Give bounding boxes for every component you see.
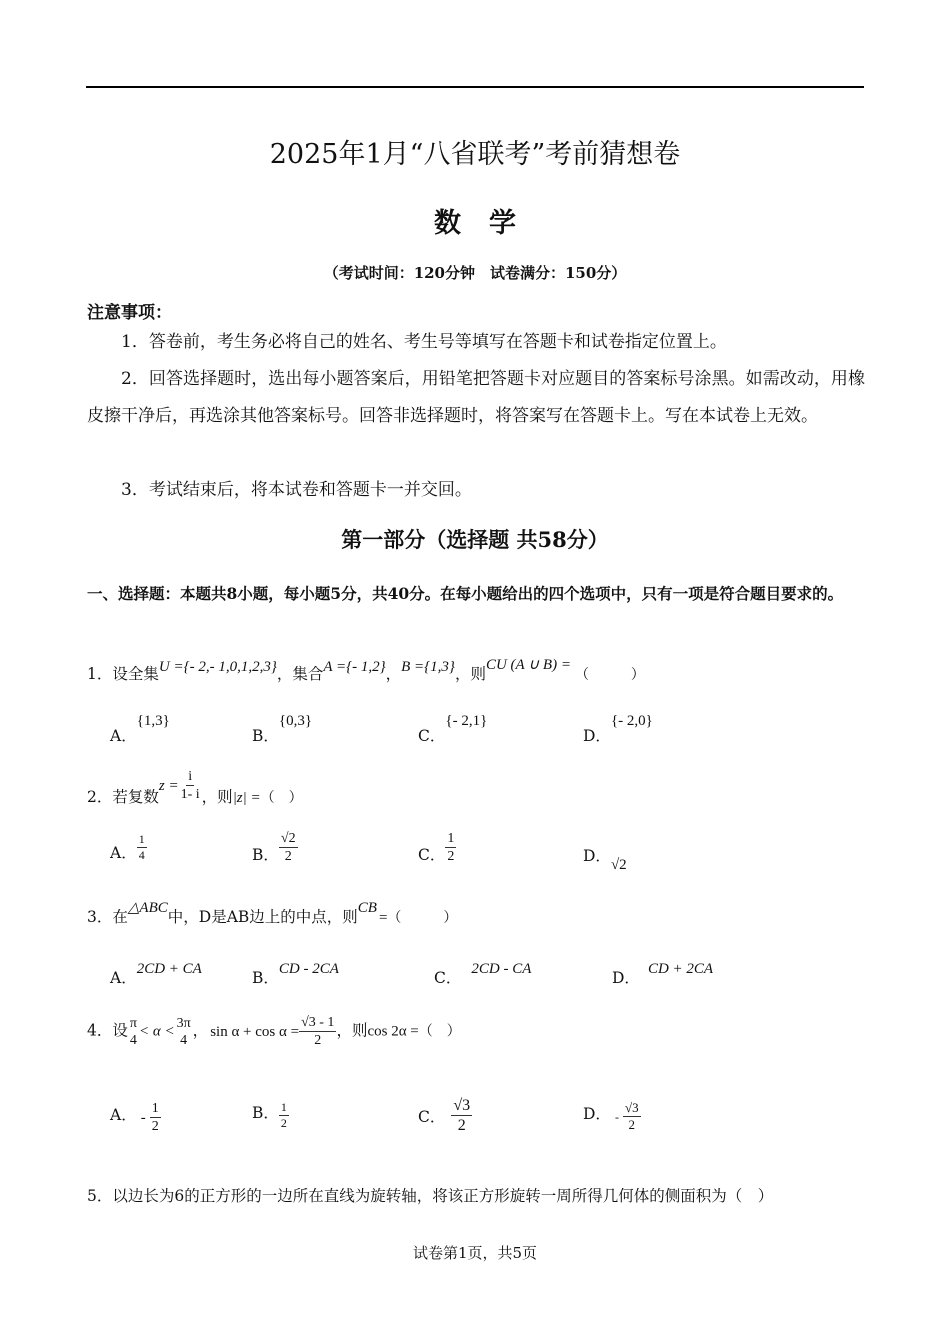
q4-number: 4． [87,1021,113,1040]
q2-option-a-den: 4 [138,848,145,862]
q2-frac-num: i [188,769,193,784]
q1-option-d-label: D． [583,727,611,745]
q4-expr-den: 2 [314,1033,322,1048]
q2-option-b-num: √2 [280,831,296,846]
section-intro [87,576,865,612]
q4-option-a-num: 1 [151,1101,159,1116]
q4-expr-num: √3 - 1 [301,1015,335,1030]
q1-option-a-label: A． [110,727,137,745]
q4-option-c-label: C． [418,1107,446,1126]
q2-option-c-label: C． [418,845,446,864]
q2-frac-den: 1- i [180,787,200,802]
q4-option-a-frac [150,1100,161,1135]
q1-option-a [110,708,170,745]
q2-option-b-label: B． [252,845,279,864]
q3-option-c [434,956,532,987]
q4-text-a: 设 [112,1021,128,1040]
q4-lhs-num: π [129,1015,137,1031]
question-1 [87,657,645,684]
q2-option-c-frac [445,830,456,865]
q3-option-b [252,956,339,987]
q4-expr: sin α + cos α = [210,1023,300,1040]
q2-option-c-num: 1 [447,831,455,846]
q1-option-b-label: B． [252,727,279,745]
q1-option-c [418,708,488,745]
question-3 [87,895,458,926]
q2-number: 2． [87,787,113,806]
q3-vector-cb: CB [357,900,377,916]
q2-option-d [583,844,627,873]
q4-option-b-frac [279,1100,289,1131]
header-rule [86,86,864,88]
q5-text: 以边长为6的正方形的一边所在直线为旋转轴，将该正方形旋转一周所得几何体的侧面积为（ ） [112,1187,774,1205]
q3-option-d [612,956,714,987]
q4-option-c [418,1096,472,1135]
q3-option-a [110,956,202,987]
q4-option-a [110,1100,161,1135]
question-4 [87,1014,461,1049]
question-5 [87,1184,773,1206]
q4-cos: cos 2α = [367,1023,419,1040]
q4-option-d-label: D． [583,1104,611,1123]
q2-option-a-num: 1 [138,832,145,846]
q1-option-c-label: C． [418,727,446,745]
q4-option-b-label: B． [252,1103,279,1122]
q1-option-d [583,708,653,745]
q3-eq: = [378,910,388,926]
q4-option-c-den: 2 [457,1117,466,1134]
q1-answer-paren: （ ） [574,667,645,683]
q1-text-a: 设全集 [112,665,159,683]
q1-option-c-value: {- 2,1} [445,713,488,729]
q1-text-c: ，则 [454,665,486,683]
q4-lhs-frac [128,1015,139,1049]
q2-text-a: 若复数 [112,787,159,806]
q2-option-d-label: D． [583,847,611,865]
q3-option-d-value: CD + 2CA [647,961,714,977]
q2-option-d-value: √2 [610,857,627,873]
q3-option-c-value: 2CD - CA [471,961,532,977]
notice-item-3: 3．考试结束后，将本试卷和答题卡一并交回。 [121,480,472,500]
page-footer: 试卷第1页，共5页 [412,1244,538,1262]
q3-option-d-label: D． [612,969,640,987]
q4-rhs-den: 4 [180,1032,188,1048]
q2-text-b: ，则 [201,787,233,806]
exam-info: （考试时间：120分钟 试卷满分：150分） [323,264,627,282]
q4-option-b-num: 1 [280,1100,287,1114]
q3-option-a-label: A． [110,969,137,987]
q3-option-a-value: 2CD + CA [136,961,202,977]
q5-number: 5． [87,1187,113,1205]
q3-option-b-value: CD - 2CA [278,961,339,977]
q4-option-d-den: 2 [628,1117,635,1132]
q2-option-c [418,830,456,865]
q3-number: 3． [87,908,113,926]
q3-triangle: △ABC [127,900,168,916]
section-intro-text: 一、选择题：本题共8小题，每小题5分，共40分。在每小题给出的四个选项中，只有一项是符合题目要求的。 [87,584,844,603]
q2-option-c-den: 2 [447,849,455,864]
q4-option-d [583,1100,641,1133]
q4-option-b-den: 2 [280,1116,287,1130]
q4-expr-frac [299,1014,336,1049]
q2-option-b-den: 2 [284,849,292,864]
q2-option-b-frac [279,830,298,865]
q3-option-c-label: C． [434,969,462,987]
question-2 [87,768,303,806]
q3-answer-paren: （ ） [387,910,458,926]
q1-option-a-value: {1,3} [136,713,170,729]
q1-option-b-value: {0,3} [278,713,313,729]
part-title: 第一部分（选择题 共58分） [341,527,609,552]
q4-option-c-num: √3 [453,1097,471,1114]
q4-comma: ， [192,1021,209,1040]
notice-item-1: 1．答卷前，考生务必将自己的姓名、考生号等填写在答题卡和试卷指定位置上。 [121,332,727,352]
q3-option-b-label: B． [252,969,279,987]
q2-fraction [179,768,202,803]
q2-abs: |z| = [232,789,261,806]
q4-rhs-num: 3π [176,1015,191,1031]
q1-option-b [252,708,313,745]
q4-rhs-frac [175,1015,193,1049]
q2-var-z: z = [158,777,179,794]
q1-text-b: ，集合 [276,665,324,683]
q2-option-a [110,832,147,863]
q4-option-a-den: 2 [151,1119,159,1134]
exam-title: 2025年1月“八省联考”考前猜想卷 [269,139,681,170]
q1-option-d-value: {- 2,0} [610,713,653,729]
q1-number: 1． [87,665,113,683]
q1-set-b: B ={1,3} [401,659,455,675]
q2-answer-paren: （ ） [260,789,303,806]
q4-answer-paren: （ ） [418,1023,461,1040]
q4-option-a-sign: - [140,1109,146,1126]
q4-lhs-den: 4 [129,1032,137,1048]
q4-option-d-sign: - [614,1109,619,1124]
notice-item-2: 2．回答选择题时，选出每小题答案后，用铅笔把答题卡对应题目的答案标号涂黑。如需改动，用橡皮擦干净后，再选涂其他答案标号。回答非选择题时，将答案写在答题卡上。写在本试卷上无效。 [87,369,865,426]
q2-option-b [252,830,298,865]
q2-option-a-label: A． [110,843,137,862]
subject-title: 数学 [434,208,544,239]
q1-set-u: U ={- 2,- 1,0,1,2,3} [158,659,277,675]
q3-text-a: 在 [112,908,128,926]
q1-set-a: A ={- 1,2} [323,659,386,675]
q2-option-a-frac [137,832,147,863]
notice-heading: 注意事项： [87,303,172,323]
q4-text-b: ，则 [336,1021,368,1040]
q3-text-b: 中，D是AB边上的中点，则 [167,908,358,926]
q4-option-b [252,1100,289,1131]
q4-option-d-frac [623,1100,641,1133]
q4-option-d-num: √3 [624,1100,639,1115]
q4-option-c-frac [451,1096,472,1135]
q4-ineq-mid: < α < [138,1023,175,1040]
q1-sep: ， [385,665,402,683]
q1-complement: CU (A ∪ B) = [485,657,571,673]
q4-option-a-label: A． [110,1105,137,1124]
